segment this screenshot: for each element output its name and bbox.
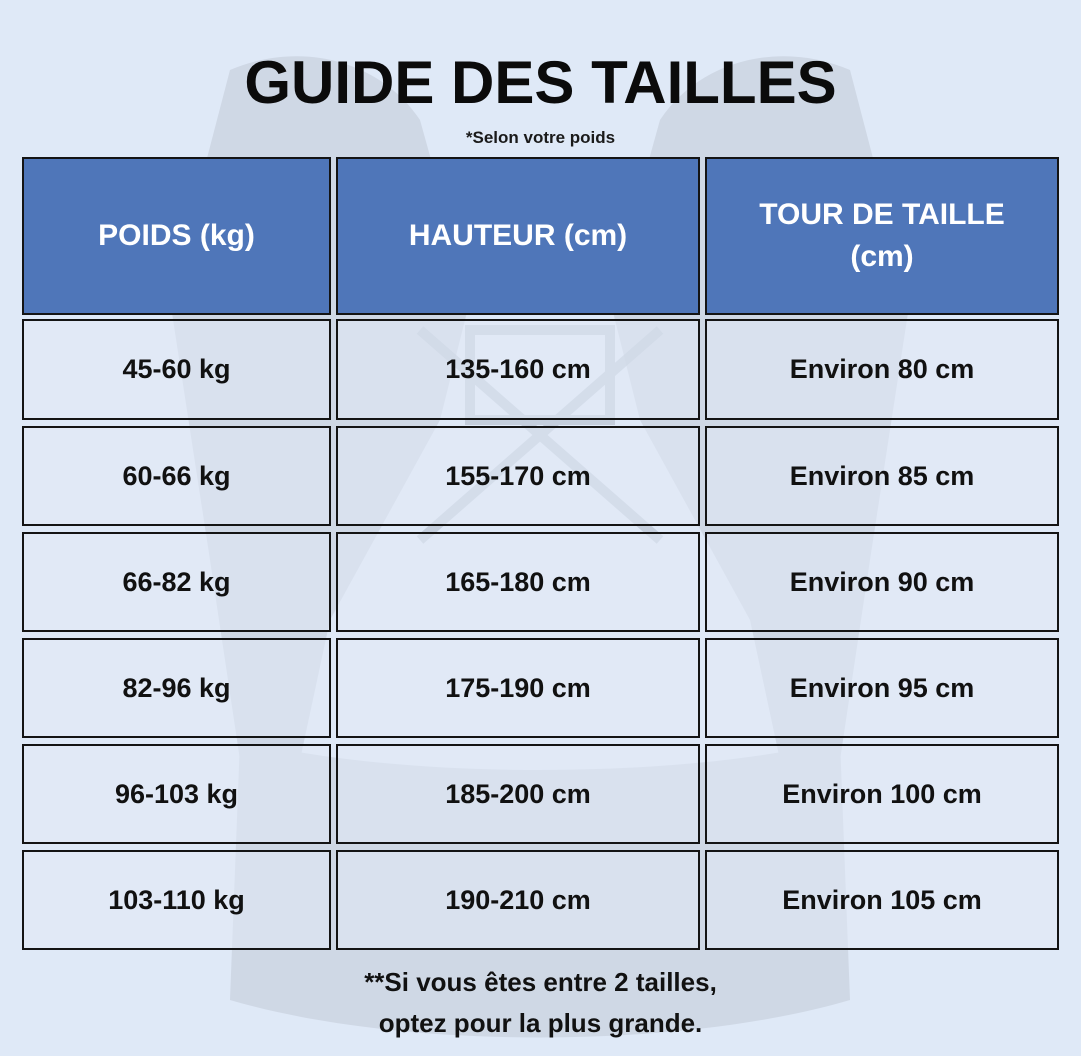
table-cell-waist: Environ 80 cm — [705, 319, 1059, 420]
table-cell-height: 135-160 cm — [336, 319, 700, 420]
table-cell-weight: 96-103 kg — [22, 744, 331, 844]
table-cell-weight: 66-82 kg — [22, 532, 331, 632]
header-waist-label: TOUR DE TAILLE (cm) — [759, 198, 1005, 273]
footnote-line-1: **Si vous êtes entre 2 tailles, — [364, 967, 717, 997]
table-cell-height: 190-210 cm — [336, 850, 700, 950]
table-cell-weight: 45-60 kg — [22, 319, 331, 420]
table-cell-waist: Environ 105 cm — [705, 850, 1059, 950]
table-cell-height: 165-180 cm — [336, 532, 700, 632]
table-cell-waist: Environ 90 cm — [705, 532, 1059, 632]
table-cell-height: 175-190 cm — [336, 638, 700, 738]
table-cell-weight: 103-110 kg — [22, 850, 331, 950]
table-cell-waist: Environ 100 cm — [705, 744, 1059, 844]
footnote — [0, 962, 1081, 1044]
subtitle: *Selon votre poids — [465, 128, 616, 147]
table-cell-weight: 82-96 kg — [22, 638, 331, 738]
header-height: HAUTEUR (cm) — [336, 157, 700, 315]
table-cell-height: 155-170 cm — [336, 426, 700, 526]
table-cell-weight: 60-66 kg — [22, 426, 331, 526]
table-cell-waist: Environ 85 cm — [705, 426, 1059, 526]
footnote-line-2: optez pour la plus grande. — [378, 1008, 703, 1038]
header-weight: POIDS (kg) — [22, 157, 331, 315]
header-waist — [705, 157, 1059, 315]
table-cell-waist: Environ 95 cm — [705, 638, 1059, 738]
page-title: GUIDE DES TAILLES — [244, 49, 837, 116]
table-cell-height: 185-200 cm — [336, 744, 700, 844]
